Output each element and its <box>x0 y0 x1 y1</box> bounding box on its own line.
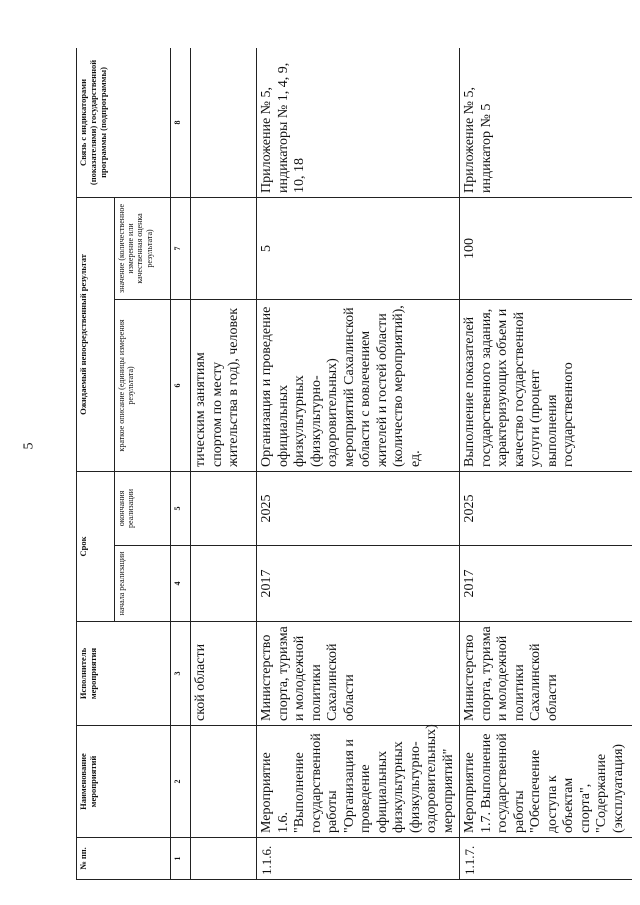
indicator-link <box>191 48 257 197</box>
measures-table <box>76 48 632 880</box>
header-expected-value: значение (количественное измерение или качественная оценка результата) <box>115 197 171 299</box>
result-description: Выполнение показателей государственного задания, характеризующих объем и качество государственной услуги (процент выполнения государственного <box>460 299 632 471</box>
result-value <box>191 197 257 299</box>
measure-executor: Министерство спорта, туризма и молодежной политики Сахалинской области <box>460 622 632 726</box>
col-number-6: 6 <box>171 299 191 471</box>
indicator-link: Приложение № 5, индикатор № 5 <box>460 48 632 197</box>
header-expected: Ожидаемый непосредственный результат <box>77 197 115 471</box>
header-term-start: начала реализации <box>115 546 171 622</box>
row-number <box>191 838 257 880</box>
header-link: Связь с индикаторами (показателями) государственной программы (подпрограммы) <box>77 48 171 197</box>
header-number: № пп. <box>77 838 171 880</box>
measure-name <box>191 726 257 838</box>
measure-name: Мероприятие 1.6. "Выполнение государственной работы "Организация и проведение официальных физкультурных (физкультурно-оздоровительных) мероприятий" <box>257 726 460 838</box>
measure-start: 2017 <box>460 546 632 622</box>
measure-start <box>191 546 257 622</box>
measure-name: Мероприятие 1.7. Выполнение государственной работы "Обеспечение доступа к объектам спорта", "Содержание (эксплуатация) <box>460 726 632 838</box>
header-name: Наименование мероприятий <box>77 726 171 838</box>
col-number-3: 3 <box>171 622 191 726</box>
header-term-end: окончания реализации <box>115 471 171 545</box>
measure-end: 2025 <box>460 471 632 545</box>
header-expected-desc: краткое описание (единицы измерения результата) <box>115 299 171 471</box>
table-row <box>191 48 257 880</box>
table-row <box>460 48 632 880</box>
header-executor: Исполнитель мероприятия <box>77 622 171 726</box>
result-value: 100 <box>460 197 632 299</box>
col-number-7: 7 <box>171 197 191 299</box>
result-value: 5 <box>257 197 460 299</box>
row-number: 1.1.7. <box>460 838 632 880</box>
page-number: 5 <box>21 442 37 450</box>
measure-end <box>191 471 257 545</box>
indicator-link: Приложение № 5, индикаторы № 1, 4, 9, 10, 18 <box>257 48 460 197</box>
rotated-table-container <box>76 48 632 880</box>
result-description: тическим занятиям спортом по месту жительства в год), человек <box>191 299 257 471</box>
col-number-2: 2 <box>171 726 191 838</box>
table-row <box>257 48 460 880</box>
col-number-1: 1 <box>171 838 191 880</box>
measure-executor: ской области <box>191 622 257 726</box>
row-number: 1.1.6. <box>257 838 460 880</box>
col-number-8: 8 <box>171 48 191 197</box>
header-term: Срок <box>77 471 115 621</box>
col-number-4: 4 <box>171 546 191 622</box>
measure-start: 2017 <box>257 546 460 622</box>
col-number-5: 5 <box>171 471 191 545</box>
measure-executor: Министерство спорта, туризма и молодежной политики Сахалинской области <box>257 622 460 726</box>
result-description: Организация и проведение официальных физкультурных (физкультурно-оздоровительных) мероприятий Сахалинской области с вовлечением жителей и гостей области (количество мероприятий), ед. <box>257 299 460 471</box>
measure-end: 2025 <box>257 471 460 545</box>
